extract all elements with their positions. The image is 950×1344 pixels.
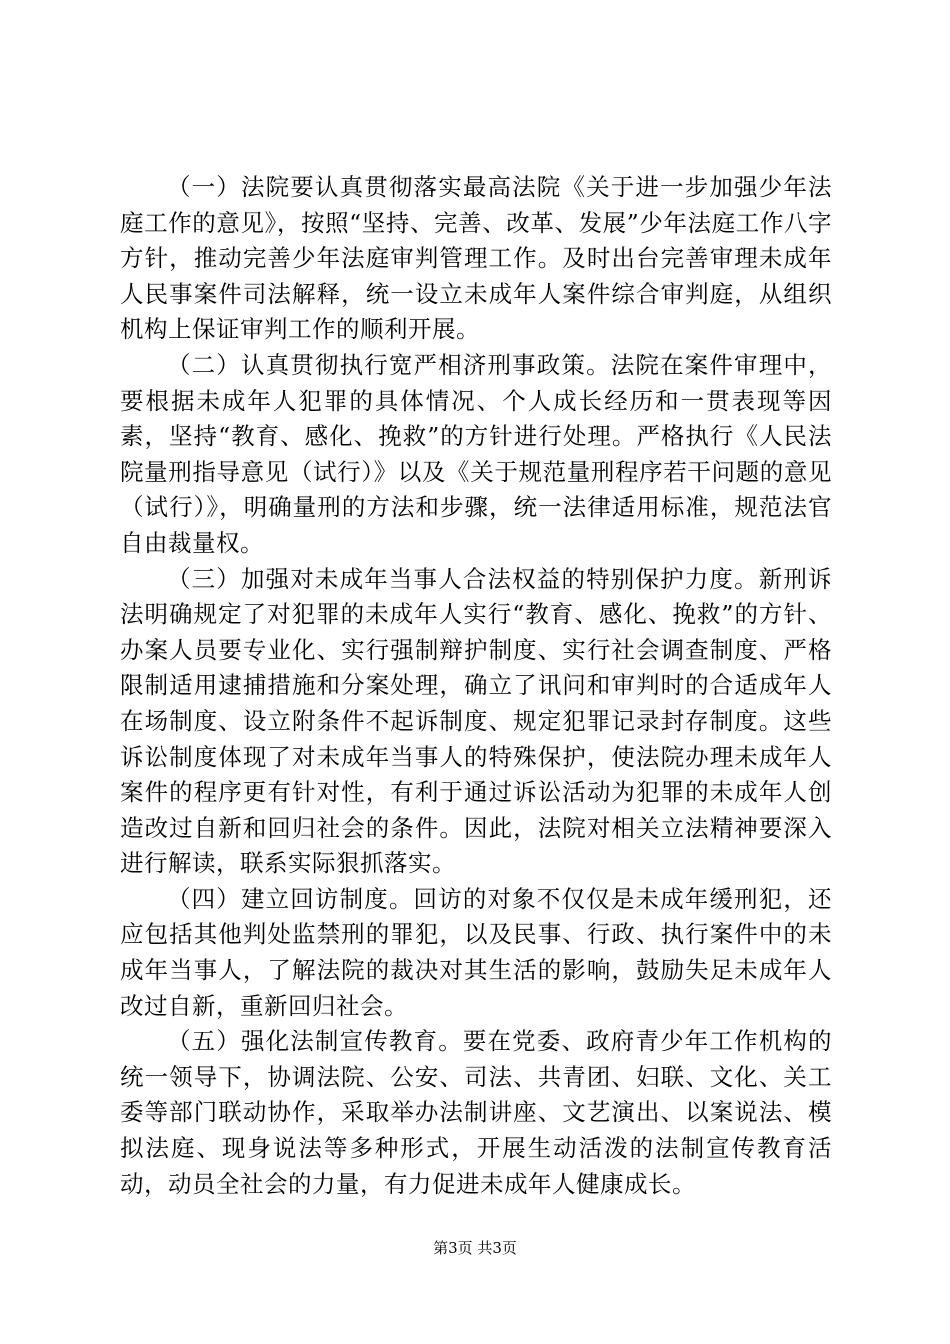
paragraph-5: （五）强化法制宣传教育。要在党委、政府青少年工作机构的统一领导下，协调法院、公安、司法、共青团、妇联、文化、关工委等部门联动协作，采取举办法制讲座、文艺演出、以案说法、模拟法庭、现身说法等多种形式，开展生动活泼的法制宣传教育活动，动员全社会的力量，有力促进未成年人健康成长。 bbox=[120, 1027, 832, 1198]
paragraph-2: （二）认真贯彻执行宽严相济刑事政策。法院在案件审理中，要根据未成年人犯罪的具体情况、个人成长经历和一贯表现等因素，坚持“教育、感化、挽救”的方针进行处理。严格执行《人民法院量刑指导意见（试行）》以及《关于规范量刑程序若干问题的意见（试行）》，明确量刑的方法和步骤，统一法律适用标准，规范法官自由裁量权。 bbox=[120, 350, 832, 557]
document-body bbox=[120, 170, 832, 1202]
paragraph-3: （三）加强对未成年当事人合法权益的特别保护力度。新刑诉法明确规定了对犯罪的未成年人实行“教育、感化、挽救”的方针、办案人员要专业化、实行强制辩护制度、实行社会调查制度、严格限制适用逮捕措施和分案处理，确立了讯问和审判时的合适成年人在场制度、设立附条件不起诉制度、规定犯罪记录封存制度。这些诉讼制度体现了对未成年当事人的特殊保护，使法院办理未成年人案件的程序更有针对性，有利于通过诉讼活动为犯罪的未成年人创造改过自新和回归社会的条件。因此，法院对相关立法精神要深入进行解读，联系实际狠抓落实。 bbox=[120, 564, 832, 878]
paragraph-1: （一）法院要认真贯彻落实最高法院《关于进一步加强少年法庭工作的意见》，按照“坚持、完善、改革、发展”少年法庭工作八字方针，推动完善少年法庭审判管理工作。及时出台完善审理未成年人民事案件司法解释，统一设立未成年人案件综合审判庭，从组织机构上保证审判工作的顺利开展。 bbox=[120, 173, 832, 344]
page-number-footer: 第3页 共3页 bbox=[433, 1239, 517, 1257]
paragraph-4: （四）建立回访制度。回访的对象不仅仅是未成年缓刑犯，还应包括其他判处监禁刑的罪犯，以及民事、行政、执行案件中的未成年当事人，了解法院的裁决对其生活的影响，鼓励失足未成年人改过自新，重新回归社会。 bbox=[120, 884, 832, 1020]
